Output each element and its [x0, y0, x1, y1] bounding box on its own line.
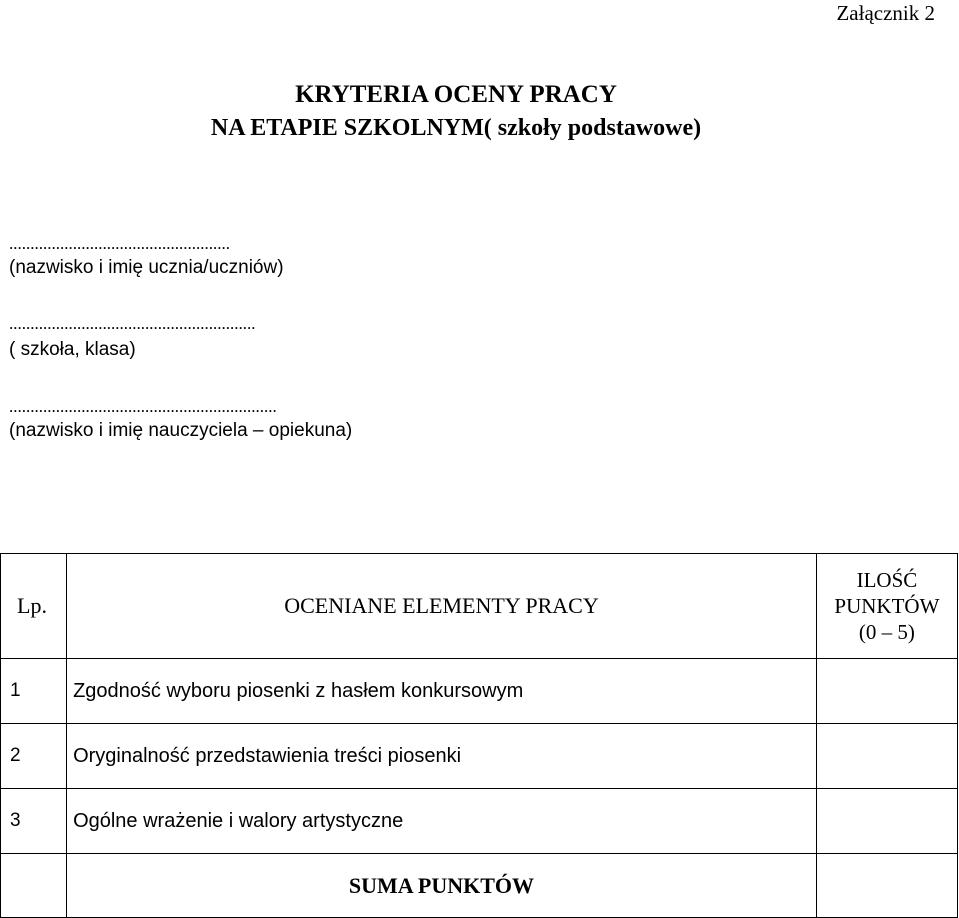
- row-number: 1: [1, 659, 67, 724]
- row-points-cell[interactable]: [816, 724, 957, 789]
- header-points-line1: ILOŚĆ: [856, 568, 918, 592]
- document-subtitle: NA ETAPIE SZKOLNYM( szkoły podstawowe): [210, 115, 702, 141]
- header-number: Lp.: [1, 554, 67, 659]
- table-row: [1, 659, 958, 724]
- row-points-cell[interactable]: [816, 789, 957, 854]
- table-row: [1, 789, 958, 854]
- header-elements: OCENIANE ELEMENTY PRACY: [67, 554, 817, 659]
- criteria-table: [0, 553, 958, 918]
- sum-points-cell[interactable]: [816, 854, 957, 918]
- row-criterion: Oryginalność przedstawienia treści piosenki: [67, 724, 817, 789]
- school-class-label: ( szkoła, klasa): [9, 339, 136, 360]
- header-points-line2: PUNKTÓW: [834, 594, 940, 618]
- annex-label: Załącznik 2: [836, 1, 935, 25]
- document-title: KRYTERIA OCENY PRACY: [295, 81, 617, 108]
- sum-row: [1, 854, 958, 918]
- sum-blank-cell: [1, 854, 67, 918]
- row-criterion: Ogólne wrażenie i walory artystyczne: [67, 789, 817, 854]
- student-name-label: (nazwisko i imię ucznia/uczniów): [9, 257, 284, 278]
- school-class-dots: ..........................................................: [9, 314, 256, 333]
- teacher-name-dots: ...............................................................: [9, 397, 277, 416]
- row-points-cell[interactable]: [816, 659, 957, 724]
- sum-label: SUMA PUNKTÓW: [67, 854, 817, 918]
- row-number: 2: [1, 724, 67, 789]
- row-criterion: Zgodność wyboru piosenki z hasłem konkursowym: [67, 659, 817, 724]
- teacher-name-label: (nazwisko i imię nauczyciela – opiekuna): [9, 420, 353, 441]
- header-points: [816, 554, 957, 659]
- table-header-row: [1, 554, 958, 659]
- student-name-dots: ....................................................: [9, 234, 230, 253]
- header-points-line3: (0 – 5): [858, 620, 915, 644]
- table-row: [1, 724, 958, 789]
- row-number: 3: [1, 789, 67, 854]
